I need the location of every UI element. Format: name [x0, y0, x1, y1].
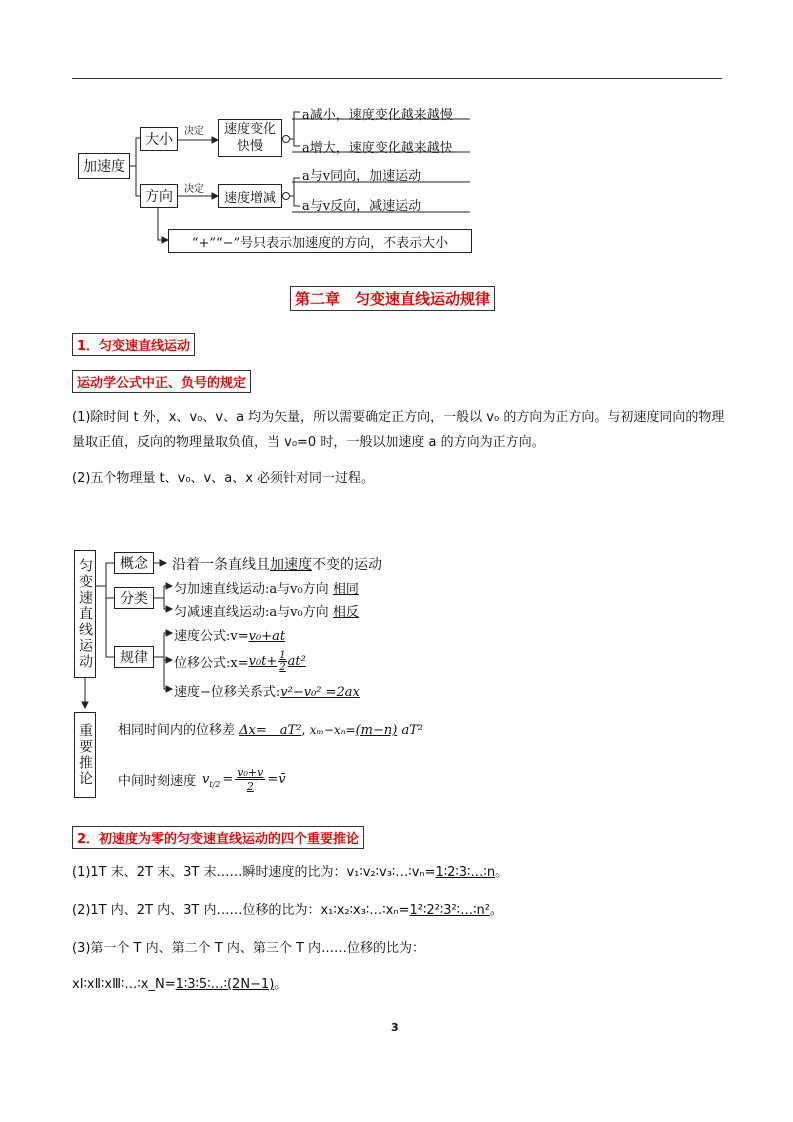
ratio2-end: 。 [489, 903, 503, 918]
concept-text-c: 不变的运动 [312, 557, 382, 573]
node-concept [114, 552, 154, 574]
inf2-subscript: t/2 [209, 779, 221, 789]
inf1-formula-a: xₘ−xₙ= [309, 723, 356, 737]
node-size [140, 127, 178, 151]
node-concept-label: 概念 [120, 556, 148, 572]
leaf-same-direction: a与v同向，加速运动 [302, 169, 422, 184]
note-sign-meaning-text: “+”“−”号只表示加速度的方向，不表示大小 [191, 235, 449, 251]
ratio-displacement [72, 898, 732, 923]
node-uniform-acceleration [74, 550, 96, 678]
note-sign-meaning [168, 229, 472, 253]
node-classification [114, 587, 154, 609]
law3-answer: v²−v₀² =2ax [280, 685, 360, 700]
node-speed-increase-label: 速度增减 [223, 190, 276, 206]
leaf-a-decrease: a减小，速度变化越来越慢 [302, 108, 453, 123]
node-direction [140, 184, 178, 208]
node-speed-increase [218, 184, 282, 208]
para-same-process: (2)五个物理量 t、v₀、v、a、x 必须针对同一过程。 [72, 471, 375, 486]
section1-title: 1．匀变速直线运动 [72, 333, 195, 356]
inf1-formula-b: aT² [401, 723, 424, 738]
law1-text: 速度公式:v= [174, 629, 249, 644]
ratio1-end: 。 [495, 865, 509, 880]
class1-answer: 相同 [332, 582, 359, 597]
node-acceleration-label: 加速度 [83, 159, 125, 175]
para-sign-convention: (1)除时间 t 外，x、v₀、v、a 均为矢量，所以需要确定正方向，一般以 v₀ 的方向为正方向。与初速度同向的物理量取正值，反向的物理量取负值，当 v₀=0 时，一般以加速度 a 的方向为正方向。 [72, 410, 725, 450]
node-speed-change [218, 119, 282, 157]
ratio1-answer: 1∶2∶3∶…∶n [435, 865, 496, 880]
law-velocity [174, 625, 285, 644]
ratio-consecutive [72, 972, 732, 997]
ratio1-text: (1)1T 末、2T 末、3T 末……瞬时速度的比为：v₁∶v₂∶v₃∶…∶vₙ= [72, 865, 436, 880]
inf2-rhs: =v̄ [267, 771, 286, 787]
node-direction-label: 方向 [145, 189, 173, 205]
inf2-fraction-num: v₀+v [237, 765, 264, 779]
inf2-text: 中间时刻速度 [118, 773, 197, 789]
law3-text: 速度−位移关系式: [174, 685, 281, 700]
subsection1-title: 运动学公式中正、负号的规定 [72, 370, 251, 393]
node-acceleration [78, 153, 130, 179]
node-classification-label: 分类 [120, 591, 148, 607]
node-important-inference-label: 重要推论 [77, 723, 93, 787]
node-speed-change-line1: 速度变化 [223, 122, 276, 137]
node-size-label: 大小 [145, 132, 173, 148]
inf1-text: 相同时间内的位移差 [118, 723, 236, 738]
node-law [114, 646, 154, 668]
ratio2-text: (2)1T 内、2T 内、3T 内……位移的比为：x₁∶x₂∶x₃∶…∶xₙ= [72, 903, 410, 918]
node-important-inference [74, 712, 96, 798]
section2-title: 2．初速度为零的匀变速直线运动的四个重要推论 [72, 826, 364, 849]
inf1-separator: , [301, 723, 306, 738]
chapter-title: 第二章 匀变速直线运动规律 [290, 286, 495, 311]
law-velocity-displacement [174, 681, 360, 700]
ratio-velocity [72, 860, 732, 885]
inf1-answer: Δx= aT² [239, 723, 302, 738]
law1-answer: v₀+at [248, 629, 286, 644]
law2-answer-b: at² [287, 653, 306, 669]
inference-mid-time-velocity [118, 763, 286, 795]
inf2-fraction-den: 2 [246, 779, 254, 793]
leaf-a-increase: a增大，速度变化越来越快 [302, 141, 453, 156]
concept-definition [172, 554, 382, 574]
concept-answer: 加速度 [270, 557, 312, 573]
law2-answer [249, 650, 306, 673]
inf2-answer [235, 766, 265, 793]
ratio-consecutive-intro: (3)第一个 T 内、第二个 T 内、第三个 T 内……位移的比为： [72, 941, 426, 956]
leaf-opposite-direction: a与v反向，减速运动 [302, 199, 422, 214]
law-displacement [174, 647, 306, 675]
inference-displacement-difference [118, 719, 423, 738]
label-decide-1: 决定 [184, 126, 204, 137]
inf2-equals: = [222, 771, 234, 787]
node-uniform-acceleration-label: 匀变速直线运动 [77, 558, 93, 670]
class-accelerating [174, 578, 359, 597]
node-speed-change-line2: 快慢 [236, 139, 263, 154]
law2-fraction [278, 650, 286, 673]
ratio3b-answer: 1∶3∶5∶…∶(2N−1) [175, 977, 275, 992]
ratio3b-text: xⅠ∶xⅡ∶xⅢ∶…∶x_N= [72, 977, 176, 992]
page-number: 3 [391, 1021, 399, 1034]
law2-text: 位移公式:x= [174, 655, 249, 671]
ratio2-answer: 1²∶2²∶3²∶…∶n² [409, 903, 490, 918]
law2-answer-a: v₀t+ [248, 653, 278, 669]
ratio3b-end: 。 [274, 977, 288, 992]
class2-text: 匀减速直线运动:a与v₀方向 [174, 605, 329, 620]
class2-answer: 相反 [332, 605, 359, 620]
label-decide-2: 决定 [184, 184, 204, 195]
inf2-lhs: v [202, 771, 210, 787]
concept-text-a: 沿着一条直线且 [172, 557, 270, 573]
law2-fraction-num: 1 [279, 649, 286, 661]
law2-fraction-den: 2 [279, 661, 286, 673]
class1-text: 匀加速直线运动:a与v₀方向 [174, 582, 329, 597]
node-law-label: 规律 [120, 650, 148, 666]
inf1-answer2: (m−n) [355, 723, 398, 738]
class-decelerating [174, 601, 359, 620]
